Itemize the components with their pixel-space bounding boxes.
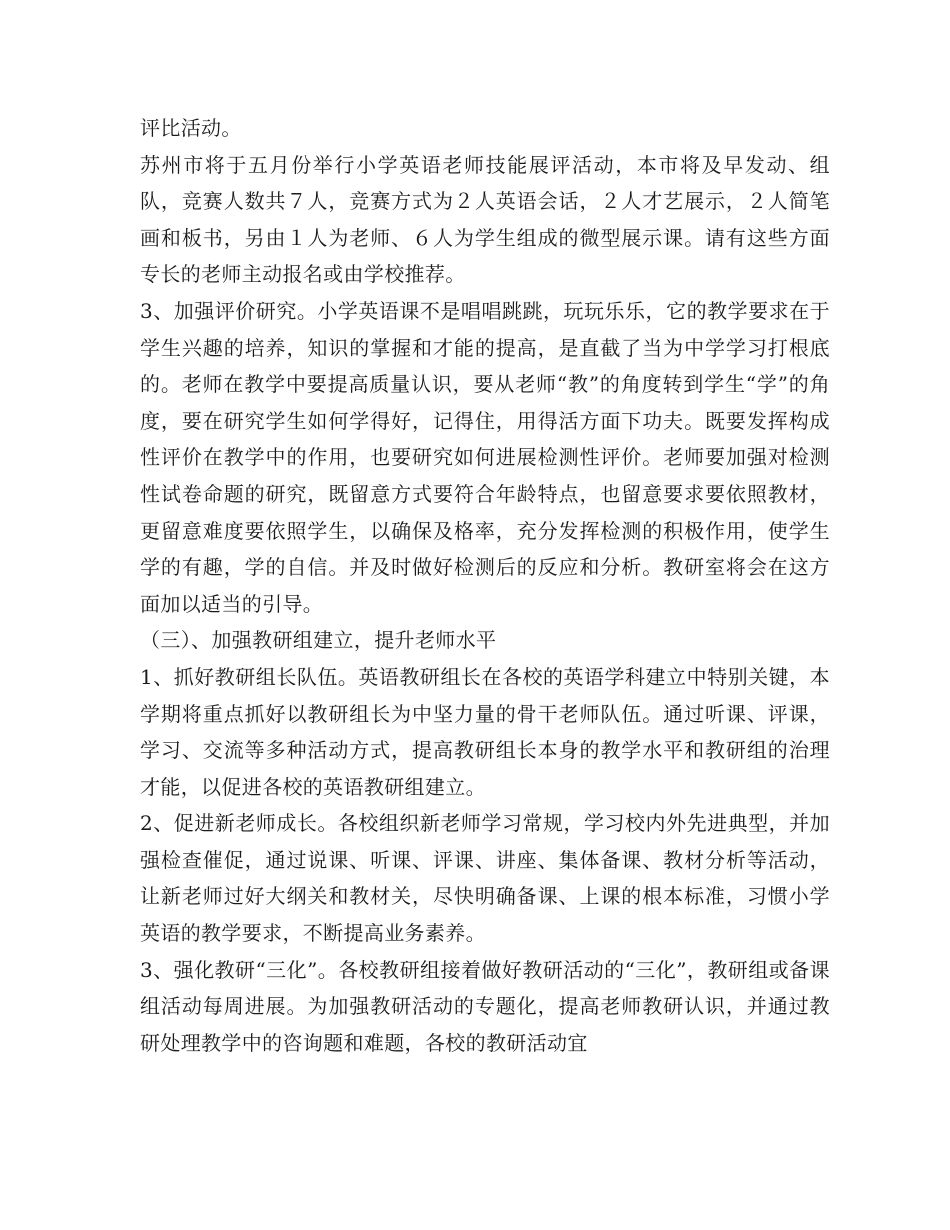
paragraph-suzhou-contest: 苏州市将于五月份举行小学英语老师技能展评活动，本市将及早发动、组队，竞赛人数共７人，竞赛方式为２人英语会话，２人才艺展示，２人简笔画和板书，另由１人为老师、６人为学生组成的微型展示课。请有这些方面专长的老师主动报名或由学校推荐。: [140, 152, 830, 287]
section-heading-three: （三）、加强教研组建立，提升老师水平: [140, 628, 497, 653]
paragraph-continuation: 评比活动。: [140, 116, 242, 140]
paragraph-group-leaders: 1、抓好教研组长队伍。英语教研组长在各校的英语学科建立中特别关键，本学期将重点抓好以教研组长为中坚力量的骨干老师队伍。通过听课、评课，学习、交流等多种活动方式，提高教研组长本身的教学水平和教研组的治理才能，以促进各校的英语教研组建立。: [140, 664, 830, 799]
paragraph-evaluation-research: 3、加强评价研究。小学英语课不是唱唱跳跳，玩玩乐乐，它的教学要求在于学生兴趣的培养，知识的掌握和才能的提高，是直截了当为中学学习打根底的。老师在教学中要提高质量认识，要从老师“教”的角度转到学生“学”的角度，要在研究学生如何学得好，记得住，用得活方面下功夫。既要发挥构成性评价在教学中的作用，也要研究如何进展检测性评价。老师要加强对检测性试卷命题的研究，既留意方式要符合年龄特点，也留意要求要依照教材，更留意难度要依照学生，以确保及格率，充分发挥检测的积极作用，使学生学的有趣，学的自信。并及时做好检测后的反应和分析。教研室将会在这方面加以适当的引导。: [140, 298, 830, 616]
paragraph-three-modernizations: 3、强化教研“三化”。各校教研组接着做好教研活动的“三化”，教研组或备课组活动每周进展。为加强教研活动的专题化，提高老师教研认识，并通过教研处理教学中的咨询题和难题，各校的教研活动宜: [140, 957, 830, 1055]
document-body: [140, 110, 830, 1061]
paragraph-new-teachers: 2、促进新老师成长。各校组织新老师学习常规，学习校内外先进典型，并加强检查催促，通过说课、听课、评课、讲座、集体备课、教材分析等活动，让新老师过好大纲关和教材关，尽快明确备课、上课的根本标准，习惯小学英语的教学要求，不断提高业务素养。: [140, 811, 830, 946]
